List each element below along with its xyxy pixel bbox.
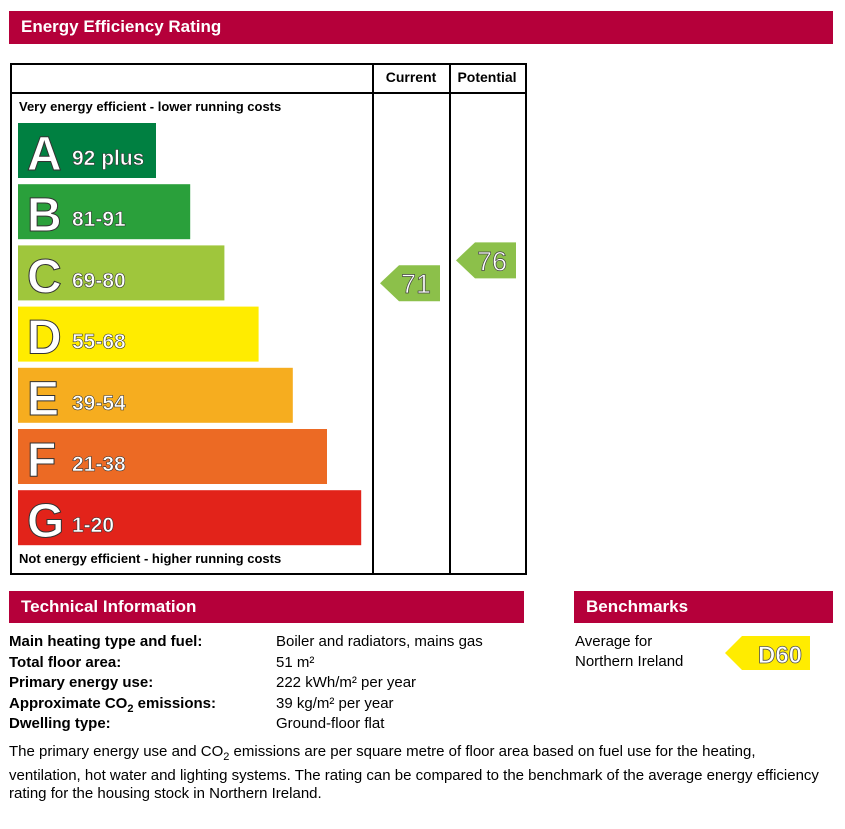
- band-letter: E: [27, 372, 60, 426]
- band-letter: C: [27, 250, 62, 304]
- current-rating-arrow-label: 71: [400, 269, 432, 300]
- potential-rating-arrow-label: 76: [476, 246, 508, 277]
- band-range: 92 plus: [72, 147, 145, 170]
- tech-label: Total floor area:: [9, 653, 122, 671]
- rating-band-e: [18, 368, 293, 426]
- band-bar: [18, 429, 327, 484]
- tech-label-sub: 2: [127, 702, 134, 715]
- benchmark-label: D60: [757, 642, 803, 669]
- benchmarks-title: Benchmarks: [586, 597, 689, 616]
- band-letter: G: [27, 495, 65, 549]
- technical-title: Technical Information: [21, 597, 197, 616]
- technical-band: [9, 591, 524, 623]
- current-column-header: Current: [385, 69, 437, 85]
- band-letter: B: [27, 189, 62, 243]
- rating-band-a: [18, 123, 156, 181]
- band-range: 1-20: [72, 514, 115, 538]
- benchmark-line2: Northern Ireland: [575, 653, 684, 670]
- band-bar: [18, 368, 293, 423]
- tech-label: Primary energy use:: [9, 674, 154, 691]
- tech-value: Ground-floor flat: [276, 715, 385, 732]
- band-range: 39-54: [72, 391, 126, 415]
- potential-column-header: Potential: [457, 69, 517, 85]
- tech-label: Dwelling type:: [9, 715, 111, 732]
- rating-band-g: [18, 490, 361, 548]
- band-range: 81-91: [72, 208, 126, 232]
- tech-label: Main heating type and fuel:: [9, 633, 203, 650]
- potential-rating-arrow: [456, 242, 516, 278]
- benchmark-text: [575, 632, 683, 672]
- footnote: [9, 743, 829, 804]
- band-letter: F: [27, 434, 57, 487]
- rating-band-b: [18, 184, 190, 242]
- bottom-note: Not energy efficient - higher running costs: [19, 551, 282, 566]
- benchmark-line1: Average for: [575, 633, 653, 650]
- tech-value: 222 kWh/m² per year: [276, 674, 417, 691]
- current-rating-arrow: [380, 265, 440, 301]
- rating-band-d: [18, 307, 259, 365]
- tech-value: 39 kg/m² per year: [276, 694, 394, 712]
- benchmarks-band: [574, 591, 833, 623]
- tech-label-pre: Approximate CO: [9, 694, 128, 712]
- band-bar: [18, 490, 361, 545]
- footnote-part1: The primary energy use and CO: [9, 743, 224, 760]
- header-title: Energy Efficiency Rating: [21, 17, 222, 36]
- footnote-sub: 2: [223, 751, 230, 763]
- band-letter: D: [27, 311, 62, 365]
- tech-label-post: emissions:: [133, 694, 217, 712]
- rating-band-f: [18, 429, 327, 487]
- tech-value: Boiler and radiators, mains gas: [276, 633, 483, 650]
- rating-band-c: [18, 245, 224, 303]
- top-note: Very energy efficient - lower running costs: [19, 99, 282, 114]
- band-range: 69-80: [72, 269, 126, 293]
- tech-value: 51 m²: [276, 653, 315, 671]
- benchmark-arrow: [725, 635, 811, 671]
- band-range: 21-38: [72, 453, 126, 476]
- band-letter: A: [27, 128, 62, 181]
- footnote-part2: emissions are per square metre of floor area based on fuel use for the heating, ventilation, hot water and lighting systems. The rating can be compared to the benchmark of the average energy efficiency rating for the housing stock in Northern Ireland.: [9, 743, 819, 802]
- band-range: 55-68: [72, 330, 126, 354]
